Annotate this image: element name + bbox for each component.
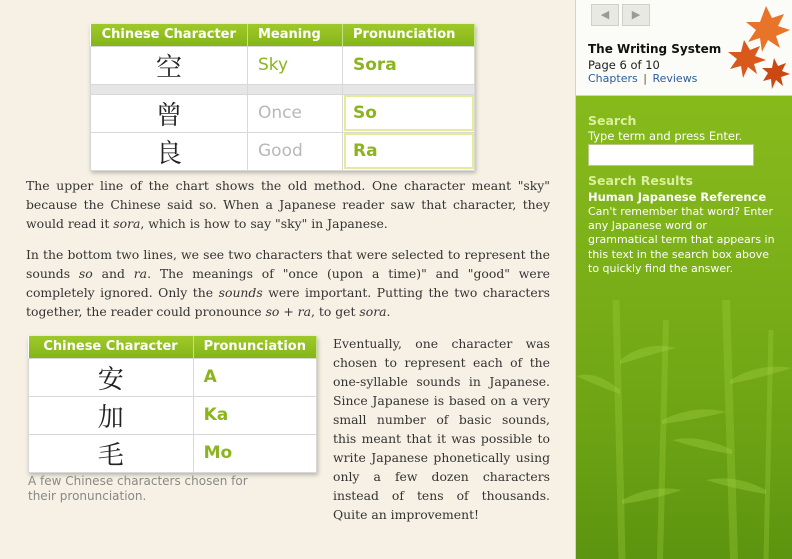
character-meaning-table [90, 24, 475, 171]
prev-page-button[interactable] [591, 4, 619, 26]
next-page-button[interactable] [622, 4, 650, 26]
column-header: Chinese Character [91, 24, 248, 46]
table-header-row [29, 336, 317, 358]
table-row [91, 132, 475, 170]
pronunciation-cell: Mo [193, 434, 316, 472]
chapters-link[interactable]: Chapters [588, 72, 638, 85]
table-caption: A few Chinese characters chosen for their pronunciation. [28, 474, 248, 503]
paragraph-conclusion: Eventually, one character was chosen to represent each of the one-syllable sounds in Japanese. Since Japanese is based on a very small number of basic sounds, this meant that it was possible to write Japanese phonetically using only a few dozen characters instead of tens of thousands. Quite an improvement! [333, 336, 550, 522]
arrow-left-icon: ◀ [600, 8, 610, 21]
result-title: Human Japanese Reference [588, 190, 767, 204]
table-row [29, 358, 317, 396]
emphasis: sora [359, 304, 387, 319]
emphasis: so + ra [265, 304, 311, 319]
link-separator: | [643, 72, 647, 85]
text-run: In the bottom two lines, we see two characters that were selected to represent the sounds [26, 247, 550, 281]
kanji-cell: 曾 [91, 94, 248, 132]
kanji-cell: 良 [91, 132, 248, 170]
arrow-right-icon: ▶ [631, 8, 641, 21]
reviews-link[interactable]: Reviews [652, 72, 698, 85]
search-heading: Search [588, 113, 637, 128]
table-row [29, 434, 317, 472]
emphasis: ra [133, 266, 148, 281]
text-run: and [92, 266, 134, 281]
kanji-cell: 安 [29, 358, 194, 396]
page-indicator: Page 6 of 10 [588, 58, 660, 72]
pronunciation-cell: A [193, 358, 316, 396]
table-row [91, 94, 475, 132]
text-run: The upper line of the chart shows the old method. One character meant "sky" because the Chinese said so. When a Japanese reader saw that character, they would read it [26, 178, 550, 231]
text-run: were important. Putting the two characters together, the reader could pronounce [26, 285, 550, 319]
meaning-cell: Good [248, 132, 343, 170]
table-row [29, 396, 317, 434]
chapter-info-panel [576, 0, 792, 96]
text-run: . [386, 304, 391, 319]
result-description: Can't remember that word? Enter any Japanese word or grammatical term that appears in this text in the search box above to quickly find the answer. [588, 205, 775, 275]
paragraph-old-method [26, 176, 550, 233]
paragraph-sound-characters [26, 245, 550, 321]
pronunciation-cell: Ra [343, 132, 475, 170]
sidebar [576, 0, 792, 559]
emphasis: sora [113, 216, 141, 231]
pronunciation-cell: Ka [193, 396, 316, 434]
maple-leaves-icon [726, 0, 792, 96]
column-header: Pronunciation [193, 336, 316, 358]
chapter-title: The Writing System [588, 42, 722, 56]
pronunciation-cell: Sora [343, 46, 475, 84]
emphasis: so [78, 266, 93, 281]
text-run: . The meanings of "once (upon a time)" and "good" were completely ignored. Only the [26, 266, 550, 300]
search-input[interactable] [588, 144, 754, 166]
column-header: Meaning [248, 24, 343, 46]
kanji-cell: 毛 [29, 434, 194, 472]
table-header-row [91, 24, 475, 46]
kanji-cell: 加 [29, 396, 194, 434]
search-hint: Type term and press Enter. [588, 129, 743, 143]
emphasis: sounds [218, 285, 263, 300]
search-results-heading: Search Results [588, 173, 693, 188]
column-header: Chinese Character [29, 336, 194, 358]
nav-links [588, 72, 697, 85]
text-run: , which is how to say "sky" in Japanese. [140, 216, 388, 231]
text-run: , to get [310, 304, 360, 319]
pronunciation-cell: So [343, 94, 475, 132]
kanji-cell: 空 [91, 46, 248, 84]
bamboo-background-icon [576, 300, 792, 559]
table-row [91, 46, 475, 84]
meaning-cell: Sky [248, 46, 343, 84]
table-separator [91, 84, 475, 94]
character-pronunciation-table [28, 336, 317, 473]
column-header: Pronunciation [343, 24, 475, 46]
meaning-cell: Once [248, 94, 343, 132]
